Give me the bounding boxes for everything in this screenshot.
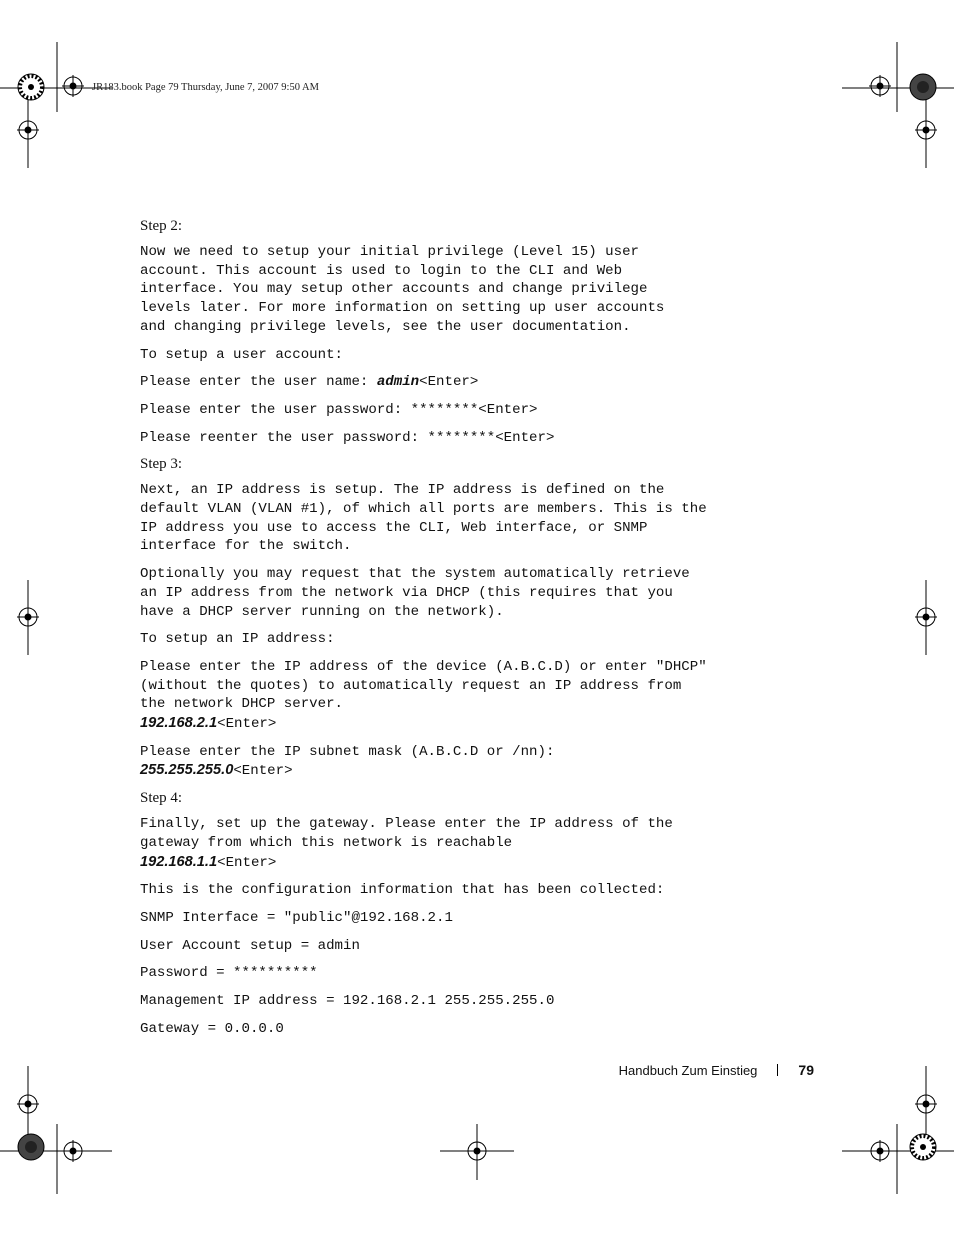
page-number: 79 xyxy=(798,1062,814,1078)
summary-gateway: Gateway = 0.0.0.0 xyxy=(140,1020,284,1037)
gateway-prompt: Finally, set up the gateway. Please enter the IP address of the gateway from which this network is reachable xyxy=(140,816,673,851)
user-name-value: admin xyxy=(376,374,420,391)
step-4-heading: Step 4: xyxy=(140,790,183,807)
summary-password: Password = ********** xyxy=(140,965,318,982)
step-3-optional-dhcp: Optionally you may request that the system automatically retrieve an IP address from the network via DHCP (this requires that you have a DHCP server running on the network). xyxy=(140,566,690,620)
footer-separator xyxy=(777,1064,778,1076)
gateway-enter: <Enter> xyxy=(217,854,277,871)
footer-title: Handbuch Zum Einstieg xyxy=(618,1062,758,1078)
summary-user-account: User Account setup = admin xyxy=(140,937,360,954)
ip-setup-line: To setup an IP address: xyxy=(140,631,335,648)
user-account-setup-line: To setup a user account: xyxy=(140,346,343,363)
summary-management-ip: Management IP address = 192.168.2.1 255.255.255.0 xyxy=(140,993,555,1010)
ip-address-enter: <Enter> xyxy=(217,716,277,733)
ip-address-block xyxy=(140,658,780,734)
user-password-reenter-line: Please reenter the user password: ********<Enter> xyxy=(140,429,555,446)
user-name-line xyxy=(140,373,780,392)
subnet-mask-enter: <Enter> xyxy=(233,763,293,780)
subnet-mask-value: 255.255.255.0 xyxy=(140,762,234,779)
user-password-line: Please enter the user password: ********<Enter> xyxy=(140,401,538,418)
gateway-value: 192.168.1.1 xyxy=(140,853,218,870)
user-name-enter: <Enter> xyxy=(419,374,479,391)
step-3-heading: Step 3: xyxy=(140,456,183,473)
gateway-block xyxy=(140,815,780,872)
ip-address-prompt: Please enter the IP address of the device (A.B.C.D) or enter "DHCP" (without the quotes) to automatically request an IP address from the network DHCP server. xyxy=(140,658,707,713)
step-2-intro: Now we need to setup your initial privilege (Level 15) user account. This account is used to login to the CLI and Web interface. You may setup other accounts and change privilege levels later. For more information on setting up user accounts and changing privilege levels, see the user documentation. xyxy=(140,244,665,335)
subnet-mask-prompt: Please enter the IP subnet mask (A.B.C.D or /nn): xyxy=(140,743,555,760)
page-footer xyxy=(619,1062,814,1078)
ip-address-value: 192.168.2.1 xyxy=(140,715,218,732)
page-content xyxy=(140,218,780,1048)
user-name-prompt: Please enter the user name: xyxy=(140,374,377,391)
step-3-intro: Next, an IP address is setup. The IP address is defined on the default VLAN (VLAN #1), of which all ports are members. This is the IP address you use to access the CLI, Web interface, or SNMP interface for the switch. xyxy=(140,482,707,555)
summary-snmp: SNMP Interface = "public"@192.168.2.1 xyxy=(140,909,453,926)
step-2-heading: Step 2: xyxy=(140,218,183,234)
subnet-mask-block xyxy=(140,743,780,781)
print-header-info: JR183.book Page 79 Thursday, June 7, 2007 9:50 AM xyxy=(92,82,319,93)
summary-intro: This is the configuration information that has been collected: xyxy=(140,882,665,899)
